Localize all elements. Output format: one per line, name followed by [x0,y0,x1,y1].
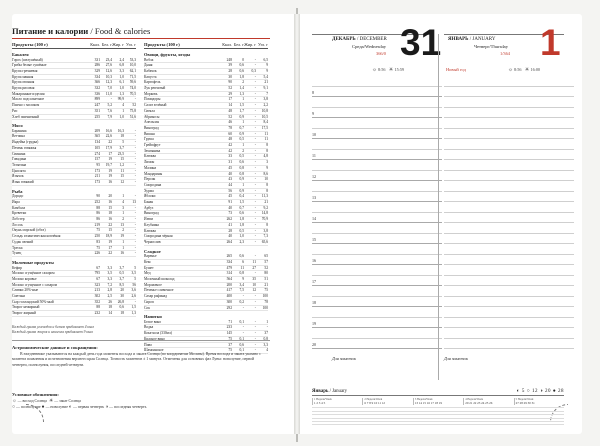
table-row: Персик 43 0,9 - 10 [144,177,268,182]
schedule-line[interactable] [312,181,442,192]
hour-label: 15 [312,237,317,242]
table-row: Вишня 60 0,9 - 11 [144,131,268,136]
title-rule [12,38,270,39]
calorie-note: Каждый грамм углеводов и белков прибавляет 4 ккал Каждый грамм жиров и алкоголя прибавляет 9 ккал [12,325,95,334]
table-row: Молоко коровье 67 3,3 3,7 5 [12,276,136,281]
schedule-line[interactable] [444,307,574,318]
calendar-week: 1 Неделя/Week 1 2 3 4 5 [312,398,362,405]
schedule-line[interactable] [444,297,574,308]
schedule-line[interactable] [312,129,442,140]
table-row: Сахар рафинад 400 - - 100 [144,294,268,299]
day2-sun-times: ☼ 8:56 ☀ 16:00 [508,67,541,73]
schedule-line[interactable] [312,202,442,213]
schedule-line[interactable] [312,276,442,287]
table-row: Апельсин 46 1 - 8,4 [144,120,268,125]
schedule-line[interactable] [444,181,574,192]
table-row: Грейпфрут 42 1 - 8 [144,143,268,148]
table-row: Красное вино 75 0,1 - 0,8 [144,336,268,341]
schedule-line[interactable] [444,139,574,150]
day1-weekday: Среда/Wednesday [352,44,387,49]
calendar-week: 3 Неделя/Week 13 14 15 16 17 18 19 [413,398,463,405]
day2-schedule[interactable] [444,76,574,349]
table-row: Тунец 226 22 16 - [12,251,136,256]
schedule-line[interactable] [444,160,574,171]
table-row: Клубника 41 1,8 - 8 [144,222,268,227]
schedule-line[interactable] [312,87,442,98]
mini-calendar-title: Январь / January [312,389,348,394]
table-row: Ветчина 365 22,6 18 - [12,134,136,139]
section-heading: Молочные продукты [12,260,54,265]
table-row: Шампанское 75 0,1 - 4 [144,348,268,353]
table-row: Смородина чёрная 40 1,0 - 7,3 [144,234,268,239]
schedule-line[interactable] [444,108,574,119]
table-row: Дорадо 90 20 1 - [12,194,136,199]
hour-label: 13 [312,195,317,200]
table-row: Морковь 29 1,3 - 7 [144,91,268,96]
day2-month: ЯНВАРЬ / JANUARY [448,37,496,42]
table-row: Бушет 479 11 27 52 [144,265,268,270]
section-heading: Напитки [144,314,162,320]
table-row: Земляника 42 2 - 8 [144,148,268,153]
legend-heading: Условные обозначения: [12,392,59,397]
hour-label: 20 [312,342,317,347]
first-quarter-icon: ◐ [68,404,72,410]
table-row: Хлеб пшеничный 255 7,9 1,0 51,6 [12,114,136,119]
table-row: Мандарины 40 0,8 - 8,6 [144,171,268,176]
table-row: Судак свежий 83 19 1 - [12,239,136,244]
table-row: Крупа манная 334 10,3 1,0 71,5 [12,74,136,79]
table-row: Кекс 334 6 11 57 [144,259,268,264]
schedule-line[interactable] [444,234,574,245]
table-row: Крупа овсяная 366 12,3 6,1 59,6 [12,80,136,85]
table-row: Кабачок 28 0,6 0,3 9 [144,68,268,73]
table-row: Баранина 209 16,6 16,3 - [12,128,136,133]
hour-label: 14 [312,216,317,221]
table-row: Рис 351 7,6 1 75,8 [12,108,136,113]
notes-label: Для заметок [444,356,468,361]
table-row: Печень говяжья 105 17,9 3,7 - [12,145,136,150]
holiday-label: Новый год [446,67,466,72]
section-heading: Бакалея [12,52,29,57]
spine [294,14,300,434]
table-row: Арбуз 40 0,7 - 9,2 [144,205,268,210]
last-quarter-icon: ◑ [105,404,109,410]
schedule-line[interactable] [312,108,442,119]
schedule-line[interactable] [312,223,442,234]
table-row: Телятина 95 19,7 1,2 - [12,162,136,167]
sunset-icon: ☀ [48,399,54,404]
table-row: Водка 233 - - - [144,325,268,330]
schedule-line[interactable] [312,139,442,150]
table-row: Абрикосы 52 0,9 - 10,5 [144,114,268,119]
hour-label: 17 [312,279,317,284]
table-row: Индейка (грудка) 134 22 5 - [12,140,136,145]
table-row: Лобстер 86 16 2 - [12,217,136,222]
table-row: Лосось 219 22 13 - [12,222,136,227]
table-row: Чернослив 264 2,3 - 65,6 [144,240,268,244]
table-row: Клюква 33 0,5 - 4,8 [144,154,268,159]
mini-calendar-weeks [312,398,564,405]
table-row: Вобла 248 0 - 6,5 [144,57,268,62]
schedule-line[interactable] [444,265,574,276]
schedule-line[interactable] [312,234,442,245]
astro-text: В ежедневнике указываются на каждый день года моменты восхода и заката Солнца (по координатам Москвы). Время восхода и заката указано с момента появления и исчезновения верхнего края Солнца. Точность моментов ± 1 минута. Отмечены для основных фаз Луны: новолуние, первой четверти, полнолуния, последней четверти. [12,352,261,367]
table-row: Лимон 31 0,6 - 3 [144,160,268,165]
schedule-line[interactable] [444,276,574,287]
schedule-line[interactable] [312,244,442,255]
schedule-line[interactable] [444,328,574,339]
table-row: Креветки 86 18 1 - [12,211,136,216]
sunrise-icon: ☼ [508,67,513,73]
schedule-line[interactable] [312,297,442,308]
full-moon-icon: ○ [12,404,16,410]
table-row: Творог жирный 232 14 18 1,3 [12,311,136,316]
day1-date: 31 [400,22,442,63]
table-row: Сливки 20%-ные 213 2,8 20 3,6 [12,288,136,293]
table-row: Язык говяжий 173 16 12 - [12,180,136,185]
schedule-line[interactable] [444,192,574,203]
schedule-line[interactable] [444,339,574,350]
table-row: Мед 314 0,8 - 80 [144,271,268,276]
table-row: Малина 45 0,8 - 9 [144,165,268,170]
day1-month: ДЕКАБРЬ / DECEMBER [332,37,387,42]
divider [12,340,270,341]
schedule-line[interactable] [444,97,574,108]
calendar-week: 4 Неделя/Week 20 21 22 23 24 25 26 [463,398,513,405]
schedule-line[interactable] [312,255,442,266]
day1-schedule[interactable] [312,76,442,349]
table-row: Салат зелёный 14 1,5 - 2,2 [144,103,268,108]
schedule-line[interactable] [312,318,442,329]
schedule-line[interactable] [312,76,442,87]
schedule-line[interactable] [444,244,574,255]
schedule-line[interactable] [444,255,574,266]
schedule-line[interactable] [312,97,442,108]
schedule-line[interactable] [312,213,442,224]
section-heading: Рыба [12,188,23,194]
schedule-line[interactable] [444,118,574,129]
schedule-line[interactable] [312,307,442,318]
astro-heading: Астрономические данные и сокращения: [12,345,98,350]
nutrition-column-1 [12,42,136,317]
mini-calendar [312,389,564,425]
day1-sun-times: ☼ 8:56 ☀ 15:59 [372,67,405,73]
new-moon-icon: ● [41,404,45,410]
table-row: Капуста 30 1,8 - 5,4 [144,74,268,79]
table-row: Клюква 28 0,5 - 3,8 [144,228,268,233]
schedule-line[interactable] [444,318,574,329]
table-row: Макаронные изделия 336 11,0 1,3 70,5 [12,91,136,96]
day2-daycount: 1/364 [500,51,511,56]
section-heading: Овощи, фрукты, ягоды [144,52,191,57]
schedule-line[interactable] [444,202,574,213]
table-row: Язычок 211 19 15 - [12,174,136,179]
sunrise-icon: ☼ [372,67,377,73]
table-row: Виноград 73 0,6 - 14,8 [144,211,268,216]
legend: ☼ — восход Солнца ☀ — закат Солнца ○ — полнолуние ● — новолуние ◐ — первая четверть ◑ — последняя четверть [12,399,147,410]
moon-phases: ◐ 5 ○ 12 ◑ 20 ● 28 [516,389,564,394]
schedule-line[interactable] [444,129,574,140]
table-row: Молоко сгущённое сахаром 795 3,5 0,5 3,5 [12,271,136,276]
table-row: Лук репчатый 52 1,4 - 9,1 [144,86,268,91]
schedule-line[interactable] [444,76,574,87]
schedule-line[interactable] [444,171,574,182]
sunset-icon: ☀ [524,67,530,73]
table-row: Кефир 67 3,3 3,7 5 [12,265,136,270]
schedule-line[interactable] [312,192,442,203]
nutrition-column-2 [144,42,268,354]
schedule-line[interactable] [312,265,442,276]
schedule-line[interactable] [444,150,574,161]
table-row: Молочный шоколад 564 9 35 51 [144,277,268,282]
table-row: Варенье 265 0,6 - 65 [144,254,268,259]
schedule-line[interactable] [444,213,574,224]
page-title: Питание и калории / Food & calories [12,26,151,36]
sunrise-icon: ☼ [12,399,17,404]
schedule-line[interactable] [312,286,442,297]
hour-label: 10 [312,132,317,137]
table-row: Виноград 78 0,7 - 17,5 [144,125,268,130]
table-row: Хурма 56 0,9 - 8 [144,188,268,193]
mini-calendar-rules [312,405,564,425]
hour-label: 11 [312,153,316,158]
hour-label: 16 [312,258,317,263]
table-row: Картофель 90 2 - 21 [144,80,268,85]
hour-label: 19 [312,321,317,326]
schedule-line[interactable] [444,87,574,98]
day1-daycount: 366/0 [376,51,387,56]
table-row: Творог нежирный 88 18 0,6 1,5 [12,305,136,310]
schedule-line[interactable] [444,223,574,234]
schedule-line[interactable] [312,150,442,161]
schedule-line[interactable] [312,160,442,171]
table-row: Мороженое 200 3,4 10 21 [144,282,268,287]
table-row: Говядина 157 19 15 - [12,157,136,162]
table-row: Грибы белые сушёные 286 27,6 6,8 10,0 [12,63,136,68]
table-row: Свинина 274 17 23,5 - [12,151,136,156]
table-row: Масло подсолнечное 899 - 99,9 - [12,97,136,102]
table-row: Печенье сливочное 417 7,5 12 75 [144,288,268,293]
table-row: Крупа гречневая 329 12,6 3,3 62,1 [12,68,136,73]
schedule-line[interactable] [444,286,574,297]
table-row: Молоко сгущенное с сахаром 323 7,2 8,5 56 [12,282,136,287]
hour-label: 9 [312,111,315,116]
column-header: Продукты (100 г) Ккал. Бел. г Жир. г Угл. г [144,42,268,47]
table-row: Банан 91 1,5 - 21 [144,200,268,205]
column-header: Продукты (100 г) Ккал. Бел. г Жир. г Угл. г [12,42,136,47]
day2-weekday: Четверг/Thursday [474,44,509,49]
section-heading: Мясо [12,123,23,129]
table-row: Пшено с молоком 247 5,2 4 52 [12,103,136,108]
notes-label: Для заметок [332,356,356,361]
day2-date: 1 [540,22,561,63]
table-row: Помидоры 17 1 - 3,8 [144,97,268,102]
schedule-line[interactable] [312,118,442,129]
table-row: Сметана 302 2,5 30 2,6 [12,294,136,299]
table-row: Пиво 37 0,6 - 3,3 [144,342,268,347]
table-row: Горох (шелушёный) 331 23,4 2,4 53,3 [12,57,136,62]
table-row: Кока-кола (330мл) 145 - - 37 [144,331,268,336]
table-row: Сироп 300 0,2 - 78 [144,299,268,304]
table-row: Цыплята 173 19 11 - [12,168,136,173]
table-row: Яблоки 45 0,4 - 11,3 [144,194,268,199]
calendar-week: 5 Неделя/Week 27 28 29 30 31 [514,398,564,405]
table-row: Крупа рисовая 332 7,0 1,0 74,0 [12,86,136,91]
table-row: Смородина 44 1 - 8 [144,182,268,187]
table-row: Окунь морской (обел) 75 15 2 - [12,228,136,233]
table-row: Дыня 39 0,6 - 9 [144,63,268,68]
sunset-icon: ☀ [388,67,394,73]
table-row: Белое вино 71 0,1 - 1 [144,319,268,324]
table-row: Сок 292 - - 100 [144,305,268,310]
table-row: Треска 75 17 1 - [12,245,136,250]
table-row: Икра 252 16 4 13 [12,199,136,204]
table-row: Изюм 262 1,8 - 70,9 [144,217,268,222]
section-heading: Сладкое [144,248,161,254]
schedule-line[interactable] [312,171,442,182]
hour-label: 8 [312,90,315,95]
schedule-line[interactable] [312,339,442,350]
hour-label: 18 [312,300,317,305]
table-row: Сельдь атлантическая копчёная 250 18,9 19 - [12,234,136,239]
day-separator [438,34,439,380]
table-row: Камбала 88 15 3 - [12,205,136,210]
schedule-line[interactable] [312,328,442,339]
hour-label: 12 [312,174,317,179]
table-row: Сыр голландский 50%-ный 352 26 26,8 - [12,299,136,304]
table-row: Груша 48 0,5 - 11 [144,137,268,142]
table-row: Свекла 48 1,7 - 10,8 [144,108,268,113]
calendar-week: 2 Неделя/Week 6 7 8 9 10 11 12 [362,398,412,405]
